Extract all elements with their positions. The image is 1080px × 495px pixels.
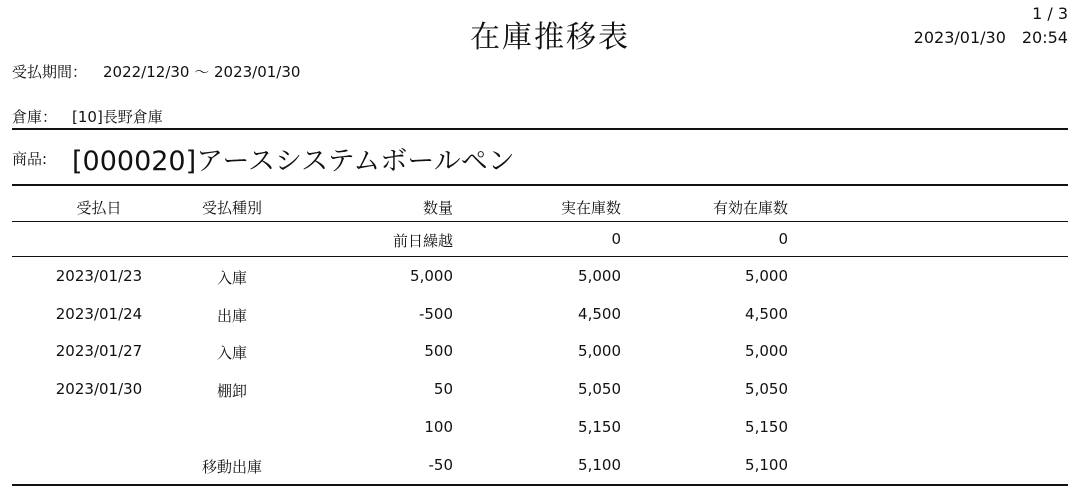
row-date: 2023/01/24 <box>55 305 143 323</box>
report-title: 在庫推移表 <box>470 20 630 55</box>
warehouse-label: 倉庫： <box>12 108 58 126</box>
header-row-rule <box>12 221 1068 222</box>
col-header-type: 受払種別 <box>201 199 262 217</box>
row-effective: 4,500 <box>745 305 788 323</box>
row-qty: 50 <box>433 380 453 398</box>
row-date: 2023/01/30 <box>55 380 143 398</box>
col-header-date: 受払日 <box>76 199 122 217</box>
row-type: 入庫 <box>216 269 247 287</box>
warehouse-value: [10]長野倉庫 <box>72 108 163 126</box>
row-date: 2023/01/23 <box>55 267 143 285</box>
row-actual: 5,000 <box>578 342 621 360</box>
print-datetime: 2023/01/30 20:54 <box>913 28 1068 47</box>
page-number: 1 / 3 <box>1032 4 1068 23</box>
row-type: 移動出庫 <box>201 458 262 476</box>
table-bottom-rule <box>12 484 1068 486</box>
row-qty: 5,000 <box>410 267 453 285</box>
row-type: 入庫 <box>216 344 247 362</box>
carryover-effective: 0 <box>778 230 788 248</box>
row-effective: 5,050 <box>745 380 788 398</box>
period-value: 2022/12/30 ～ 2023/01/30 <box>103 63 301 81</box>
col-header-qty: 数量 <box>422 199 453 217</box>
product-label: 商品: <box>12 150 48 168</box>
row-qty: -500 <box>418 305 453 323</box>
header-divider <box>12 128 1068 130</box>
row-actual: 5,100 <box>578 456 621 474</box>
col-header-actual: 実在庫数 <box>560 199 621 217</box>
row-qty: 100 <box>424 418 453 436</box>
row-qty: 500 <box>424 342 453 360</box>
carryover-actual: 0 <box>611 230 621 248</box>
col-header-effective: 有効在庫数 <box>712 199 788 217</box>
row-actual: 5,050 <box>578 380 621 398</box>
row-effective: 5,100 <box>745 456 788 474</box>
row-type: 棚卸 <box>216 382 247 400</box>
row-actual: 5,000 <box>578 267 621 285</box>
row-actual: 5,150 <box>578 418 621 436</box>
carryover-rule <box>12 256 1068 257</box>
period-label: 受払期間： <box>12 63 88 81</box>
row-date: 2023/01/27 <box>55 342 143 360</box>
table-top-rule <box>12 184 1068 186</box>
carryover-label: 前日繰越 <box>392 232 453 250</box>
product-name: [000020]アースシステムボールペン <box>72 146 515 177</box>
row-type: 出庫 <box>216 307 247 325</box>
row-actual: 4,500 <box>578 305 621 323</box>
row-effective: 5,150 <box>745 418 788 436</box>
row-qty: -50 <box>428 456 453 474</box>
row-effective: 5,000 <box>745 342 788 360</box>
row-effective: 5,000 <box>745 267 788 285</box>
